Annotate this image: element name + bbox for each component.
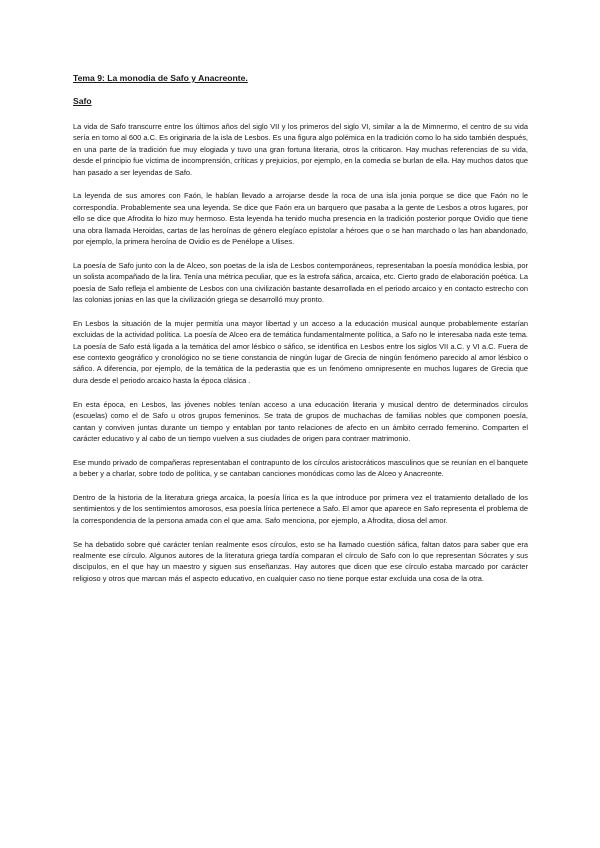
paragraph: La leyenda de sus amores con Faón, le habían llevado a arrojarse desde la roca de una isla jonia porque se dice que Faón no le correspondía. Probablemente sea una leyenda. Se dice que Faón era un barquero que pasaba a la gente de Lesbos a otros lugares, por ello se dice que Afrodita lo hizo muy hermoso. Esta leyenda ha tenido mucha presencia en la tradición posterior porque Ovidio que tiene una obra llamada Heroidas, cartas de las heroínas de género elegíaco epístolar a héroes que o se han marchado o las han abandonado, por ejemplo, la primera heroína de Ovidio es de Penélope a Ulises. <box>73 191 528 247</box>
paragraph: La vida de Safo transcurre entre los últimos años del siglo VII y los primeros del siglo VI, similar a la de Mimnermo, el centro de su vida sería en torno al 600 a.C. Es originaria de la isla de Lesbos. Es una figura algo polémica en la tradición como lo ha sido también después, en una parte de la tradición fue muy elogiada y tuvo una gran fortuna literaria, otros la criticaron. Hay muchas referencias de su vida, desde el principio fue víctima de incomprensión, críticas y prejuicios, por ejemplo, en la comedia se burlan de ella. Hay muchos datos que han pasado a ser leyendas de Safo. <box>73 122 528 177</box>
paragraph: En Lesbos la situación de la mujer permitía una mayor libertad y un acceso a la educación musical aunque probablemente estarían excluidas de la actividad política. La poesía de Alceo era de temática fundamentalmente política, a Safo no le interesaba nada este tema. La poesía de Safo está ligada a la temática del amor lésbico o sáfico, se identifica en Lesbos entre los siglos VII a.C. y VI a.C. Fuera de ese contexto geográfico y cronológico no se tiene constancia de ningún lugar de Grecia de ningún fenómeno parecido al amor lésbico o sáfico. A diferencia, por ejemplo, de la temática de la pederastia que es un fenómeno omnipresente en muchos lugares de Grecia que dura desde el periodo arcaico hasta la época clásica . <box>73 318 528 385</box>
section-heading: Safo <box>73 96 92 106</box>
paragraph: Ese mundo privado de compañeras representaban el contrapunto de los círculos aristocráticos masculinos que se reunían en el banquete a beber y a charlar, sobre todo de política, y se cantaban canciones monódicas como las de Alceo y Anacreonte. <box>73 457 528 479</box>
paragraph: La poesía de Safo junto con la de Alceo, son poetas de la isla de Lesbos contemporáneos, representaban la poesía monódica lesbia, por un solista acompañado de la lira. Tenía una métrica peculiar, que es la estrofa sáfica, arcaica, etc. Cierto grado de elaboración poética. La poesía de Safo refleja el ambiente de Lesbos con una civilización bastante desarrollada en el periodo arcaico y en contacto estrecho con las colonias jonias en las que la civilización griega se desarrolló muy pronto. <box>73 260 528 305</box>
paragraph: Se ha debatido sobre qué carácter tenían realmente esos círculos, esto se ha llamado cuestión sáfica, faltan datos para saber que era realmente ese círculo. Algunos autores de la literatura griega tardía comparan el círculo de Safo con lo que representan Sócrates y sus discípulos, en el que hay un maestro y siguen sus enseñanzas. Hay autores que dicen que ese círculo estaba marcado por carácter religioso y otros que marcan más el aspecto educativo, en cualquier caso no tiene porque estar excluida una cosa de la otra. <box>73 539 528 583</box>
paragraph: En esta época, en Lesbos, las jóvenes nobles tenían acceso a una educación literaria y musical dentro de determinados círculos (escuelas) como el de Safo u otros grupos femeninos. Se trata de grupos de muchachas de familias nobles que componen poesía, cantan y conviven juntas durante un tiempo y entablan por tanto relaciones de afecto en un ámbito cerrado femenino. Comparten el carácter educativo y al cabo de un tiempo vuelven a sus ciudades de origen para contraer matrimonio. <box>73 399 528 443</box>
document-title: Tema 9: La monodia de Safo y Anacreonte. <box>73 73 248 83</box>
paragraph: Dentro de la historia de la literatura griega arcaica, la poesía lírica es la que introduce por primera vez el tratamiento detallado de los sentimientos y de los sentimientos amorosos, esa poesía lírica pertenece a Safo. El amor que aparece en Safo representa el problema de la correspondencia de la persona amada con el que ama. Safo menciona, por ejemplo, a Afrodita, diosa del amor. <box>73 492 528 525</box>
document-page <box>73 72 528 597</box>
